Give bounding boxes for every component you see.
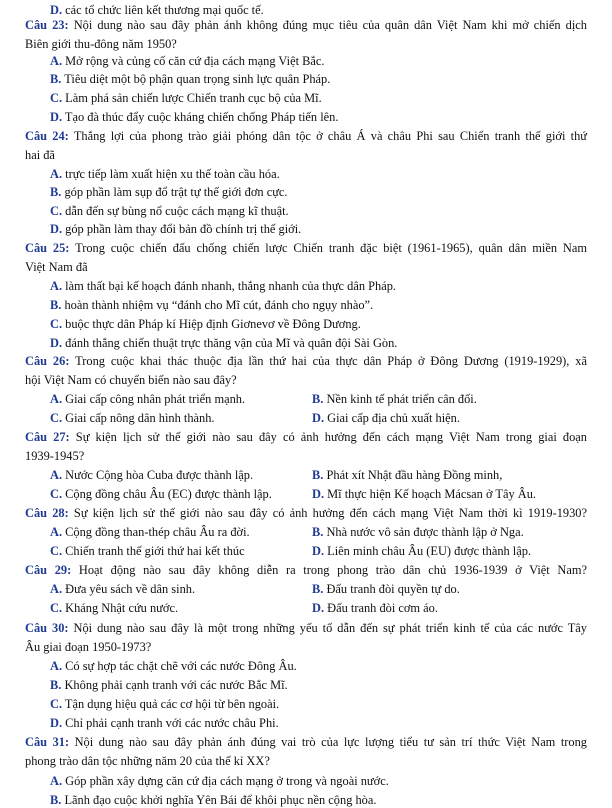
answer-option: [50, 544, 245, 559]
option-text: buộc thực dân Pháp kí Hiệp định Giơnevơ về Đông Dương.: [65, 317, 361, 331]
answer-option: [50, 317, 361, 332]
option-text: Làm phá sản chiến lược Chiến tranh cục bộ của Mĩ.: [65, 91, 322, 105]
answer-option: [50, 336, 397, 351]
option-text: Tận dụng hiệu quả các cơ hội từ bên ngoài.: [64, 697, 280, 711]
option-text: Mở rộng và củng cố căn cứ địa cách mạng Việt Bắc.: [65, 54, 325, 68]
question-text: Trong cuộc khai thác thuộc địa lần thứ hai của thực dân Pháp ở Đông Dương (1919-1929), xã: [75, 354, 587, 368]
answer-option: [50, 678, 288, 693]
answer-option: [50, 91, 322, 106]
option-letter: B.: [312, 525, 324, 539]
option-text: đánh thắng chiến thuật trực thăng vận của Mĩ và quân đội Sài Gòn.: [65, 336, 398, 350]
question-text: Âu giai đoạn 1950-1973?: [25, 640, 152, 654]
option-letter: B.: [312, 392, 324, 406]
option-text: Cộng đồng than-thép châu Âu ra đời.: [65, 525, 250, 539]
option-text: các tổ chức liên kết thương mại quốc tế.: [65, 3, 264, 17]
question-text: Sự kiện lịch sử thế giới nào sau đây có ảnh hưởng đến cách mạng Việt Nam trong giai đoạn: [75, 430, 587, 444]
question-continuation: [25, 260, 88, 275]
question-number: Câu 26:: [25, 354, 70, 368]
option-letter: C.: [50, 544, 63, 558]
option-letter: C.: [50, 91, 63, 105]
question-number: Câu 28:: [25, 506, 69, 520]
option-letter: D.: [50, 716, 63, 730]
option-letter: B.: [312, 468, 324, 482]
answer-option: [50, 72, 330, 87]
answer-option: [50, 54, 324, 69]
option-letter: B.: [50, 72, 62, 86]
question-line: [25, 563, 587, 578]
option-text: Nhà nước vô sản được thành lập ở Nga.: [326, 525, 524, 539]
option-text: góp phần làm thay đổi bản đồ chính trị thế giới.: [65, 222, 302, 236]
question-number: Câu 29:: [25, 563, 72, 577]
answer-option: [312, 487, 536, 502]
option-text: góp phần làm sụp đổ trật tự thế giới đơn cực.: [64, 185, 288, 199]
answer-option: [50, 525, 250, 540]
option-text: trực tiếp làm xuất hiện xu thế toàn cầu hóa.: [65, 167, 280, 181]
question-line: [25, 129, 587, 144]
question-text: Trong cuộc chiến đấu chống chiến lược Chiến tranh đặc biệt (1961-1965), quân dân miền Nam: [75, 241, 587, 255]
option-text: Góp phần xây dựng căn cứ địa cách mạng ở trong và ngoài nước.: [65, 774, 389, 788]
question-continuation: [25, 754, 270, 769]
answer-option: [312, 601, 438, 616]
option-text: Kháng Nhật cứu nước.: [65, 601, 179, 615]
question-number: Câu 30:: [25, 621, 69, 635]
option-letter: D.: [312, 411, 325, 425]
option-letter: A.: [50, 774, 63, 788]
answer-option: [50, 204, 289, 219]
question-number: Câu 23:: [25, 18, 69, 32]
question-line: [25, 621, 587, 636]
option-letter: D.: [50, 110, 63, 124]
option-letter: B.: [50, 298, 62, 312]
answer-option: [50, 793, 376, 808]
question-line: [25, 506, 587, 521]
option-letter: D.: [312, 601, 325, 615]
question-text: Biên giới thu-đông năm 1950?: [25, 37, 177, 51]
answer-option: [312, 525, 524, 540]
question-continuation: [25, 37, 177, 52]
option-text: Giai cấp địa chủ xuất hiện.: [327, 411, 460, 425]
option-text: Đấu tranh đòi quyền tự do.: [326, 582, 460, 596]
question-text: 1939-1945?: [25, 449, 85, 463]
question-line: [25, 430, 587, 445]
question-number: Câu 24:: [25, 129, 69, 143]
answer-option: [50, 659, 297, 674]
option-text: Đấu tranh đòi cơm áo.: [327, 601, 438, 615]
option-letter: A.: [50, 582, 63, 596]
answer-option: [50, 279, 396, 294]
question-number: Câu 25:: [25, 241, 70, 255]
option-text: Đưa yêu sách về dân sinh.: [65, 582, 196, 596]
option-letter: B.: [50, 678, 62, 692]
option-letter: C.: [50, 601, 63, 615]
option-text: Có sự hợp tác chặt chẽ với các nước Đông Âu.: [65, 659, 297, 673]
option-letter: A.: [50, 525, 63, 539]
option-text: Giai cấp công nhân phát triển mạnh.: [65, 392, 246, 406]
question-continuation: [25, 449, 84, 464]
option-text: Liên minh châu Âu (EU) được thành lập.: [327, 544, 532, 558]
option-letter: D.: [50, 3, 63, 17]
option-letter: A.: [50, 279, 63, 293]
question-text: phong trào dân tộc những năm 20 của thế kỉ XX?: [25, 754, 270, 768]
option-letter: D.: [50, 222, 63, 236]
option-letter: C.: [50, 411, 63, 425]
answer-option: [312, 582, 460, 597]
option-letter: D.: [312, 544, 325, 558]
option-text: Không phải cạnh tranh với các nước Bắc Mĩ.: [64, 678, 288, 692]
answer-option: [50, 468, 253, 483]
answer-option: [312, 411, 460, 426]
option-letter: A.: [50, 392, 63, 406]
option-text: hoàn thành nhiệm vụ “đánh cho Mĩ cút, đánh cho ngụy nhào”.: [64, 298, 374, 312]
answer-option: [50, 411, 215, 426]
option-letter: A.: [50, 167, 63, 181]
question-number: Câu 31:: [25, 735, 70, 749]
option-text: Cộng đồng châu Âu (EC) được thành lập.: [65, 487, 272, 501]
option-text: Mĩ thực hiện Kế hoạch Mácsan ở Tây Âu.: [327, 487, 536, 501]
answer-option: [312, 468, 502, 483]
option-text: Tiêu diệt một bộ phận quan trọng sinh lực quân Pháp.: [64, 72, 331, 86]
option-letter: C.: [50, 317, 63, 331]
answer-option: [50, 298, 373, 313]
question-continuation: [25, 640, 151, 655]
question-line: [25, 241, 587, 256]
option-text: dẫn đến sự bùng nổ cuộc cách mạng kĩ thuật.: [65, 204, 289, 218]
question-line: [25, 354, 587, 369]
option-letter: D.: [312, 487, 325, 501]
option-text: Lãnh đạo cuộc khởi nghĩa Yên Bái để khôi phục nền cộng hòa.: [64, 793, 377, 807]
answer-option: [50, 222, 301, 237]
answer-option: [50, 697, 279, 712]
question-continuation: [25, 148, 55, 163]
option-letter: B.: [50, 793, 62, 807]
option-text: Nước Cộng hòa Cuba được thành lập.: [65, 468, 254, 482]
option-text: Chỉ phải cạnh tranh với các nước châu Phi.: [65, 716, 279, 730]
answer-option: [50, 167, 280, 182]
answer-option: [50, 487, 272, 502]
answer-option: [50, 582, 195, 597]
question-number: Câu 27:: [25, 430, 70, 444]
answer-option: [50, 774, 389, 789]
question-line: [25, 18, 587, 33]
question-text: Nội dung nào sau đây là một trong những yếu tố dẫn đến sự phát triển kinh tế của các nước Tây: [73, 621, 587, 635]
option-letter: C.: [50, 204, 63, 218]
answer-option: [312, 392, 477, 407]
option-letter: D.: [50, 336, 63, 350]
answer-option: [50, 601, 178, 616]
answer-option: [50, 110, 338, 125]
question-text: Nội dung nào sau đây phản ánh đúng vai trò của lực lượng tiểu tư sản trí thức Việt Nam trong: [74, 735, 587, 749]
question-continuation: [25, 373, 237, 388]
question-text: Sự kiện lịch sử thế giới nào sau đây có ảnh hưởng đến cách mạng Việt Nam thời kì 1919-1930?: [73, 506, 587, 520]
option-text: Giai cấp nông dân hình thành.: [65, 411, 215, 425]
question-text: hai đã: [25, 148, 55, 162]
question-line: [25, 735, 587, 750]
answer-option: [50, 185, 288, 200]
option-letter: A.: [50, 468, 63, 482]
option-letter: A.: [50, 54, 63, 68]
answer-option: [50, 392, 245, 407]
option-text: làm thất bại kế hoạch đánh nhanh, thắng nhanh của thực dân Pháp.: [65, 279, 396, 293]
answer-option: [50, 3, 264, 18]
question-text: Việt Nam đã: [25, 260, 88, 274]
option-text: Phát xít Nhật đầu hàng Đồng minh,: [326, 468, 503, 482]
option-letter: C.: [50, 487, 63, 501]
question-text: Thắng lợi của phong trào giải phóng dân tộc ở châu Á và châu Phi sau Chiến tranh thế giới thứ: [73, 129, 588, 143]
question-text: Nội dung nào sau đây phản ánh không đúng mục tiêu của quân dân Việt Nam khi mở chiến dịch: [73, 18, 587, 32]
option-letter: C.: [50, 697, 63, 711]
option-letter: A.: [50, 659, 63, 673]
question-text: hội Việt Nam có chuyển biến nào sau đây?: [25, 373, 237, 387]
answer-option: [312, 544, 531, 559]
answer-option: [50, 716, 279, 731]
option-text: Chiến tranh thế giới thứ hai kết thúc: [65, 544, 245, 558]
option-text: Tạo đà thúc đẩy cuộc kháng chiến chống Pháp tiến lên.: [64, 110, 339, 124]
option-letter: B.: [50, 185, 62, 199]
option-letter: B.: [312, 582, 324, 596]
question-text: Hoạt động nào sau đây không diễn ra trong phong trào dân chủ 1936-1939 ở Việt Nam?: [78, 563, 587, 577]
option-text: Nền kinh tế phát triển cân đối.: [326, 392, 477, 406]
